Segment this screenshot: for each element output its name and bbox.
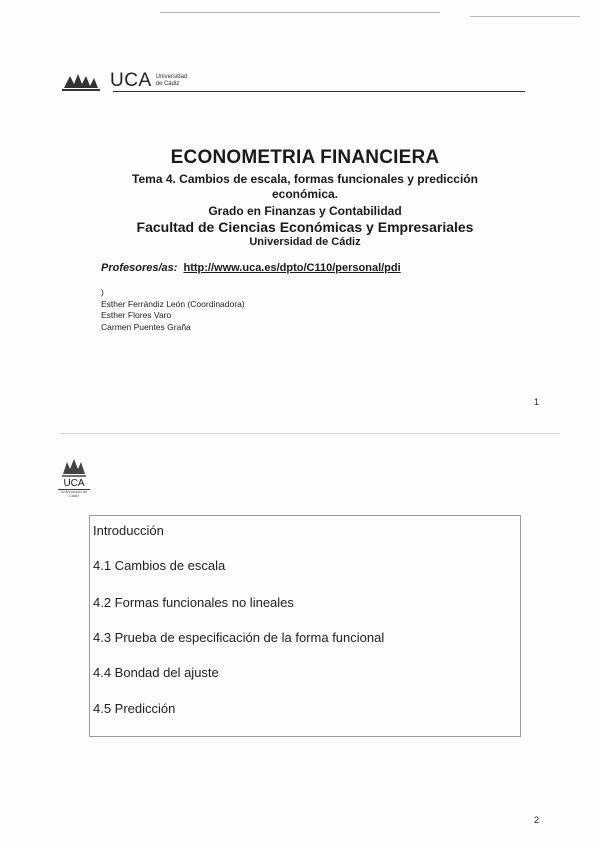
toc-item: 4.1 Cambios de escala: [93, 558, 226, 573]
scan-artifact-line: [470, 16, 580, 17]
header-rule: [113, 91, 525, 92]
logo-text: UCA: [110, 70, 152, 91]
page-number-2: 2: [534, 815, 540, 825]
uca-logo: [60, 70, 187, 92]
logo-subtitle: [156, 74, 188, 88]
toc-item: 4.3 Prueba de especificación de la forma funcional: [93, 630, 385, 645]
logo-text: UCA: [58, 478, 90, 490]
toc-item: 4.2 Formas funcionales no lineales: [93, 595, 294, 610]
profesores-link[interactable]: http://www.uca.es/dpto/C110/personal/pdi: [183, 262, 401, 274]
document-title: ECONOMETRIA FINANCIERA: [170, 147, 440, 168]
scan-artifact-line: [60, 433, 560, 434]
degree-name: Grado en Finanzas y Contabilidad: [208, 204, 402, 218]
staff-list: [101, 287, 245, 333]
toc-item: 4.5 Predicción: [93, 701, 176, 716]
profesores-label: Profesores/as:: [101, 262, 178, 274]
uca-crest-icon: [60, 70, 108, 92]
subtitle-line2: económica.: [271, 187, 339, 201]
logo-sub-line1: Universidad: [155, 74, 188, 80]
scan-artifact-line: [160, 12, 440, 13]
university-name: Universidad de Cádiz: [249, 236, 361, 248]
logo-sub-line2: de Cádiz: [155, 81, 180, 87]
toc-item: 4.4 Bondad del ajuste: [93, 665, 219, 680]
faculty-name: Facultad de Ciencias Económicas y Empresariales: [136, 219, 474, 235]
uca-crest-icon: [60, 456, 88, 478]
document-subtitle: [60, 172, 550, 202]
uca-logo-small: [58, 456, 90, 498]
staff-member: Carmen Puentes Graña: [101, 321, 191, 332]
toc-item: Introducción: [93, 523, 164, 538]
staff-marker: ): [101, 287, 104, 297]
logo-subtitle: Universidad de Cádiz: [60, 489, 88, 498]
staff-member: Esther Ferrándiz León (Coordinadora): [101, 298, 245, 309]
page-number-1: 1: [534, 397, 540, 407]
profesores-line: [101, 262, 401, 274]
subtitle-line1: Tema 4. Cambios de escala, formas funcionales y predicción: [132, 172, 478, 186]
staff-member: Esther Flores Varo: [101, 310, 172, 320]
table-of-contents: [89, 515, 521, 737]
